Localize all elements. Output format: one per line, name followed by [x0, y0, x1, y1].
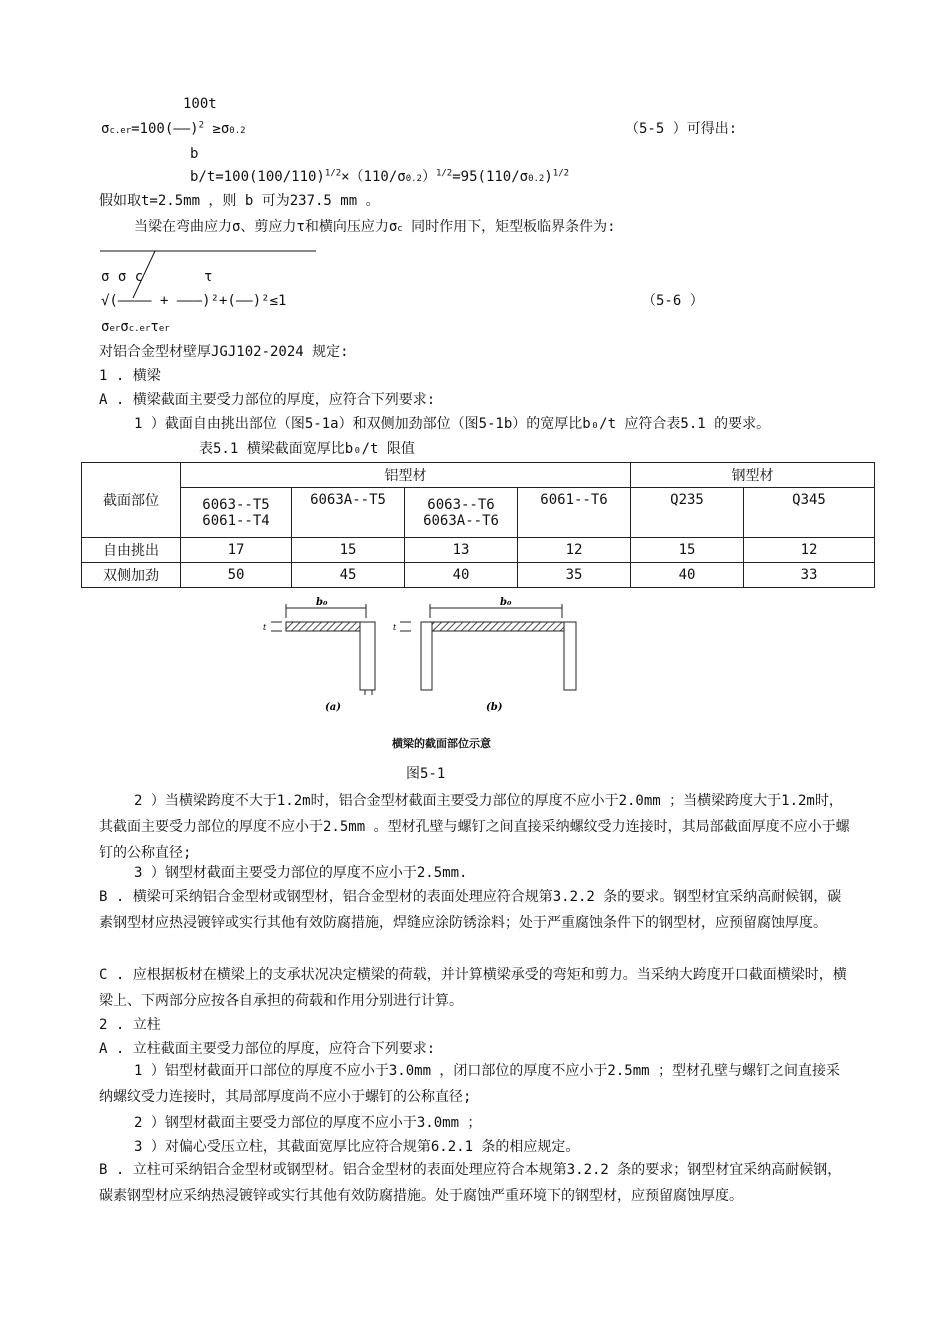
table-cell: 17: [181, 538, 292, 563]
formula-dash: ——: [173, 121, 191, 137]
bt-e: ): [544, 169, 553, 185]
condition-text: 当梁在弯曲应力σ、剪应力τ和横向压应力σ: [134, 219, 398, 235]
item2-A: A . 立柱截面主要受力部位的厚度，应符合下列要求:: [99, 1041, 436, 1057]
table-col-header: Q235: [631, 488, 744, 538]
item1-A2: 2 ）当横梁跨度不大于1.2m时，铝合金型材截面主要受力部位的厚度不应小于2.0mm ；当横梁跨度大于1.2m时，其截面主要受力部位的厚度不应小于2.5mm 。型材孔壁与螺钉之间直接采纳螺纹受力连接时，其局部截面厚度不应小于螺钉的公称直径;: [99, 793, 850, 861]
t-label-b: t: [393, 623, 397, 632]
table-col-header: Q345: [744, 488, 875, 538]
figure-b: [393, 597, 576, 713]
spec-intro: 对铝合金型材壁厚JGJ102-2024 规定:: [99, 344, 349, 360]
formula-eq: =100(: [131, 121, 174, 137]
item2-title: 2 . 立柱: [99, 1017, 161, 1033]
item2-B: B . 立柱可采纳铝合金型材或钢型材。铝合金型材的表面处理应符合本规第3.2.2 条的要求；钢型材宜采纳高耐候钢，碳素钢型材应采纳热浸镀锌或实行其他有效防腐措施。处于腐蚀严重环境下的钢型材，应预留腐蚀厚度。: [99, 1162, 842, 1204]
condition-line: [134, 218, 616, 236]
figure-number: 图5-1: [406, 766, 446, 782]
formula-5-6: √(———— + ———)²+(——)²≤1: [101, 293, 287, 309]
table-title: 表5.1 横梁截面宽厚比b₀/t 限值: [199, 441, 415, 457]
table-cell: 50: [181, 563, 292, 588]
item2-A2: 2 ）钢型材截面主要受力部位的厚度不应小于3.0mm ；: [134, 1115, 482, 1131]
table-header-section: 截面部位: [82, 463, 181, 538]
table-col-header: 6061--T6: [518, 488, 631, 538]
bt-a: b/t=100(100/110): [190, 169, 325, 185]
formula-pow: 2: [198, 120, 204, 131]
fb-sub2: c.er: [128, 324, 151, 334]
figure-label-a: (a): [325, 702, 341, 713]
fb-a: σ: [101, 319, 110, 335]
table-col-header: 6063--T5 6061--T4: [181, 488, 292, 538]
item1-B: B . 横梁可采纳铝合金型材或钢型材，铝合金型材的表面处理应符合规第3.2.2 条的要求。钢型材宜采纳高耐候钢，碳素钢型材应热浸镀锌或实行其他有效防腐措施，焊缝应涂防锈涂料；处于严重腐蚀条件下的钢型材，应预留腐蚀厚度。: [99, 889, 842, 931]
table-cell: 12: [744, 538, 875, 563]
item1-A1: 1 ）截面自由挑出部位（图5-1a）和双侧加劲部位（图5-1b）的宽厚比b₀/t 应符合表5.1 的要求。: [134, 416, 771, 432]
fb-sub1: er: [109, 324, 121, 334]
figure-label-b: (b): [486, 702, 503, 713]
bt-d: =95(110/σ: [452, 169, 529, 185]
table-header-steel: 钢型材: [631, 463, 875, 488]
table-cell: 15: [292, 538, 405, 563]
bt-sup-a: 1/2: [324, 168, 342, 179]
item2-A1: 1 ）铝型材截面开口部位的厚度不应小于3.0mm ，闭口部位的厚度不应小于2.5mm ；型材孔壁与螺钉之间直接采纳螺纹受力连接时，其局部厚度尚不应小于螺钉的公称直径;: [99, 1063, 840, 1105]
table-row-label: 双侧加劲: [82, 563, 181, 588]
item1-A3: 3 ）钢型材截面主要受力部位的厚度不应小于2.5mm.: [134, 865, 468, 881]
formula-denominator: b: [190, 146, 199, 162]
condition-sub: c: [397, 224, 403, 234]
table-cell: 40: [631, 563, 744, 588]
table-row-label: 自由挑出: [82, 538, 181, 563]
b0-label-b: b₀: [500, 597, 512, 608]
formula-5-5-number: （5-5 ）可得出:: [625, 121, 738, 137]
table-cell: 45: [292, 563, 405, 588]
formula-numerator: 100t: [183, 96, 217, 112]
formula-ge: ≥σ: [212, 121, 230, 137]
bt-b: ×（110/σ: [341, 169, 406, 185]
item1-C: C . 应根据板材在横梁上的支承状况决定横梁的荷载，并计算横梁承受的弯矩和剪力。当采纳大跨度开口截面横梁时，横梁上、下两部分应按各自承担的荷载和作用分别进行计算。: [99, 967, 847, 1009]
b0-label-a: b₀: [316, 597, 328, 608]
table-cell: 15: [631, 538, 744, 563]
formula-sub-02: 0.2: [229, 126, 246, 136]
t-label-a: t: [263, 623, 267, 632]
fb-c: τ: [150, 319, 159, 335]
fb-sub3: er: [158, 324, 170, 334]
table-cell: 13: [405, 538, 518, 563]
assume-line: 假如取t=2.5mm ，则 b 可为237.5 mm 。: [99, 193, 380, 209]
formula-sub: c.er: [109, 126, 132, 136]
table-header-aluminum: 铝型材: [181, 463, 631, 488]
table-col-header: 6063A--T5: [292, 488, 405, 538]
formula-5-5: σc.er=100(——)$^2$ ≥σ0.2: [101, 120, 246, 137]
figure-a: [263, 597, 375, 713]
formula-5-6-number: （5-6 ）: [642, 293, 704, 309]
formula-5-6-top: σ σ c: [101, 269, 144, 285]
table-row: [82, 563, 875, 588]
table-cell: 12: [518, 538, 631, 563]
table-cell: 33: [744, 563, 875, 588]
item2-A3: 3 ）对偏心受压立柱，其截面宽厚比应符合规第6.2.1 条的相应规定。: [134, 1139, 580, 1155]
bt-sub-d: 0.2: [528, 174, 545, 184]
formula-5-6-tau: τ: [204, 269, 213, 285]
figure-caption: 横梁的截面部位示意: [392, 737, 491, 750]
width-thickness-table: [81, 462, 875, 588]
item1-A: A . 横梁截面主要受力部位的厚度，应符合下列要求:: [99, 392, 436, 408]
formula-sigma: σ: [101, 121, 110, 137]
bt-sup-c: 1/2: [435, 168, 453, 179]
bt-c: ）: [421, 169, 436, 185]
beam-section-figure: [255, 596, 595, 718]
table-row: [82, 538, 875, 563]
table-cell: 40: [405, 563, 518, 588]
item1-title: 1 . 横梁: [99, 368, 161, 384]
formula-5-6-bottom: [101, 318, 170, 336]
table-col-header: 6063--T6 6063A--T6: [405, 488, 518, 538]
condition-end: 同时作用下，矩型板临界条件为:: [402, 219, 616, 235]
bt-sup-e: 1/2: [552, 168, 570, 179]
fb-b: σ: [120, 319, 129, 335]
table-cell: 35: [518, 563, 631, 588]
formula-bt: [190, 168, 569, 186]
bt-sub-b: 0.2: [405, 174, 422, 184]
